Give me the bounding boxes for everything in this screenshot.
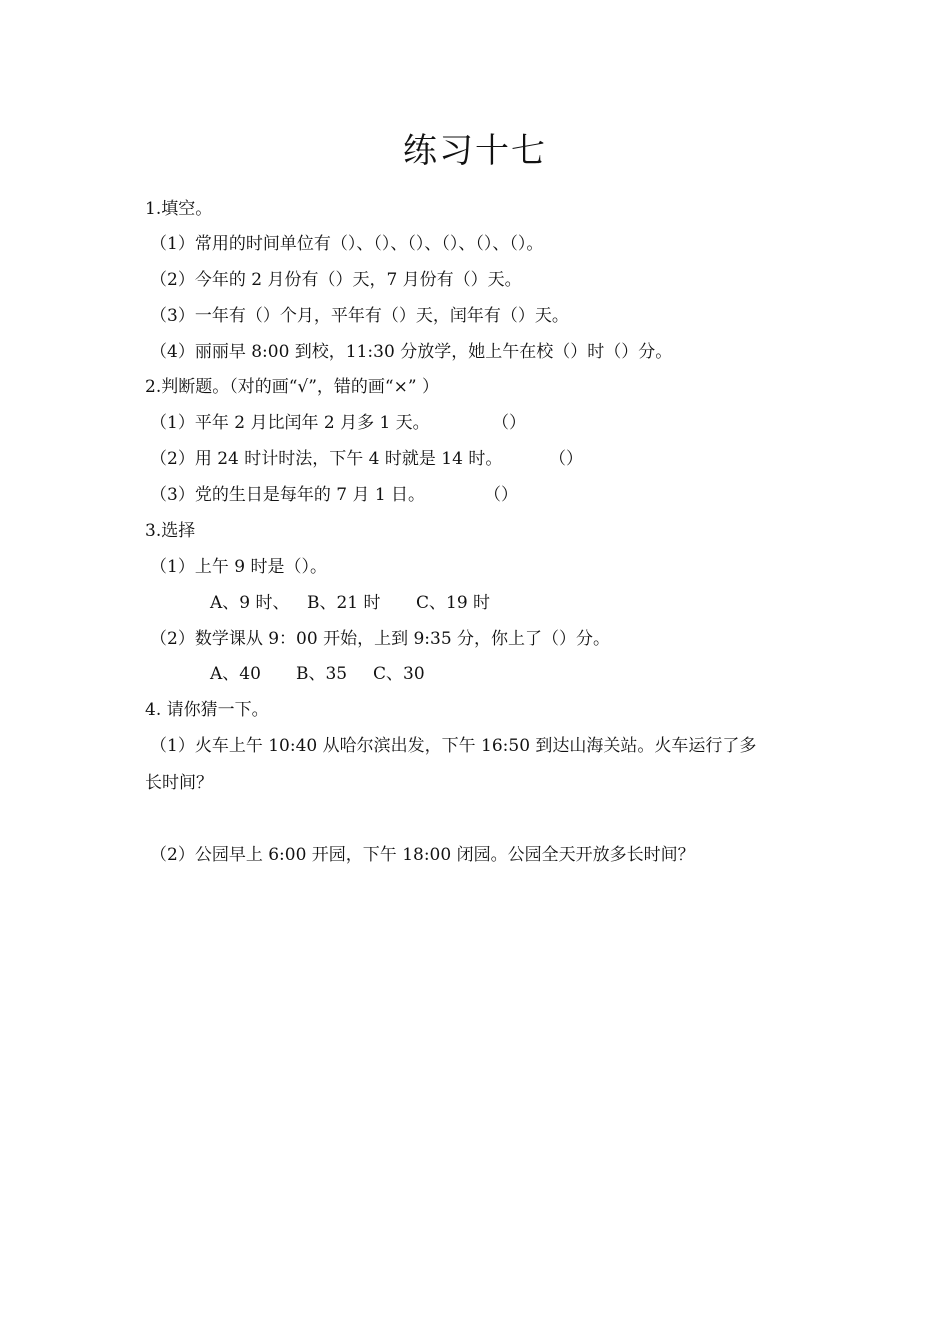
section-1-item-2: （2）今年的 2 月份有（）天，7 月份有（）天。 xyxy=(150,270,522,290)
option-a: A、40 xyxy=(210,664,261,684)
section-1-item-3: （3）一年有（）个月，平年有（）天，闰年有（）天。 xyxy=(150,306,569,326)
option-c: C、30 xyxy=(373,664,425,684)
section-4-question-1-line-1: （1）火车上午 10:40 从哈尔滨出发，下午 16:50 到达山海关站。火车运行了多 xyxy=(150,736,757,756)
option-a: A、9 时、 xyxy=(210,593,290,613)
section-2-item-2: （2）用 24 时计时法，下午 4 时就是 14 时。 xyxy=(150,449,503,469)
section-2-item-3: （3）党的生日是每年的 7 月 1 日。 xyxy=(150,485,426,505)
section-4-question-1-line-2: 长时间？ xyxy=(145,773,213,793)
section-2-item-1-blank: （） xyxy=(492,413,526,433)
section-1-heading: 1.填空。 xyxy=(145,199,213,219)
section-4-question-2: （2）公园早上 6:00 开园，下午 18:00 闭园。公园全天开放多长时间？ xyxy=(150,845,695,865)
option-b: B、35 xyxy=(296,664,348,684)
option-b: B、21 时 xyxy=(307,593,381,613)
section-4-heading: 4. 请你猜一下。 xyxy=(145,700,269,720)
section-3-question-1-options xyxy=(210,591,490,615)
section-2-item-1: （1）平年 2 月比闰年 2 月多 1 天。 xyxy=(150,413,430,433)
section-2-item-3-blank: （） xyxy=(484,485,518,505)
section-3-heading: 3.选择 xyxy=(145,521,196,541)
page-title: 练习十七 xyxy=(403,131,547,171)
section-2-heading: 2.判断题。（对的画“√”，错的画“×” ） xyxy=(145,377,439,397)
section-2-item-2-blank: （） xyxy=(549,449,583,469)
section-1-item-1: （1）常用的时间单位有（）、（）、（）、（）、（）、（）。 xyxy=(150,234,544,254)
section-3-question-2: （2）数学课从 9：00 开始，上到 9:35 分，你上了（）分。 xyxy=(150,629,611,649)
section-1-item-4: （4）丽丽早 8:00 到校，11:30 分放学，她上午在校（）时（）分。 xyxy=(150,342,673,362)
option-c: C、19 时 xyxy=(416,593,491,613)
section-3-question-2-options xyxy=(210,662,425,686)
section-3-question-1: （1）上午 9 时是（）。 xyxy=(150,557,327,577)
